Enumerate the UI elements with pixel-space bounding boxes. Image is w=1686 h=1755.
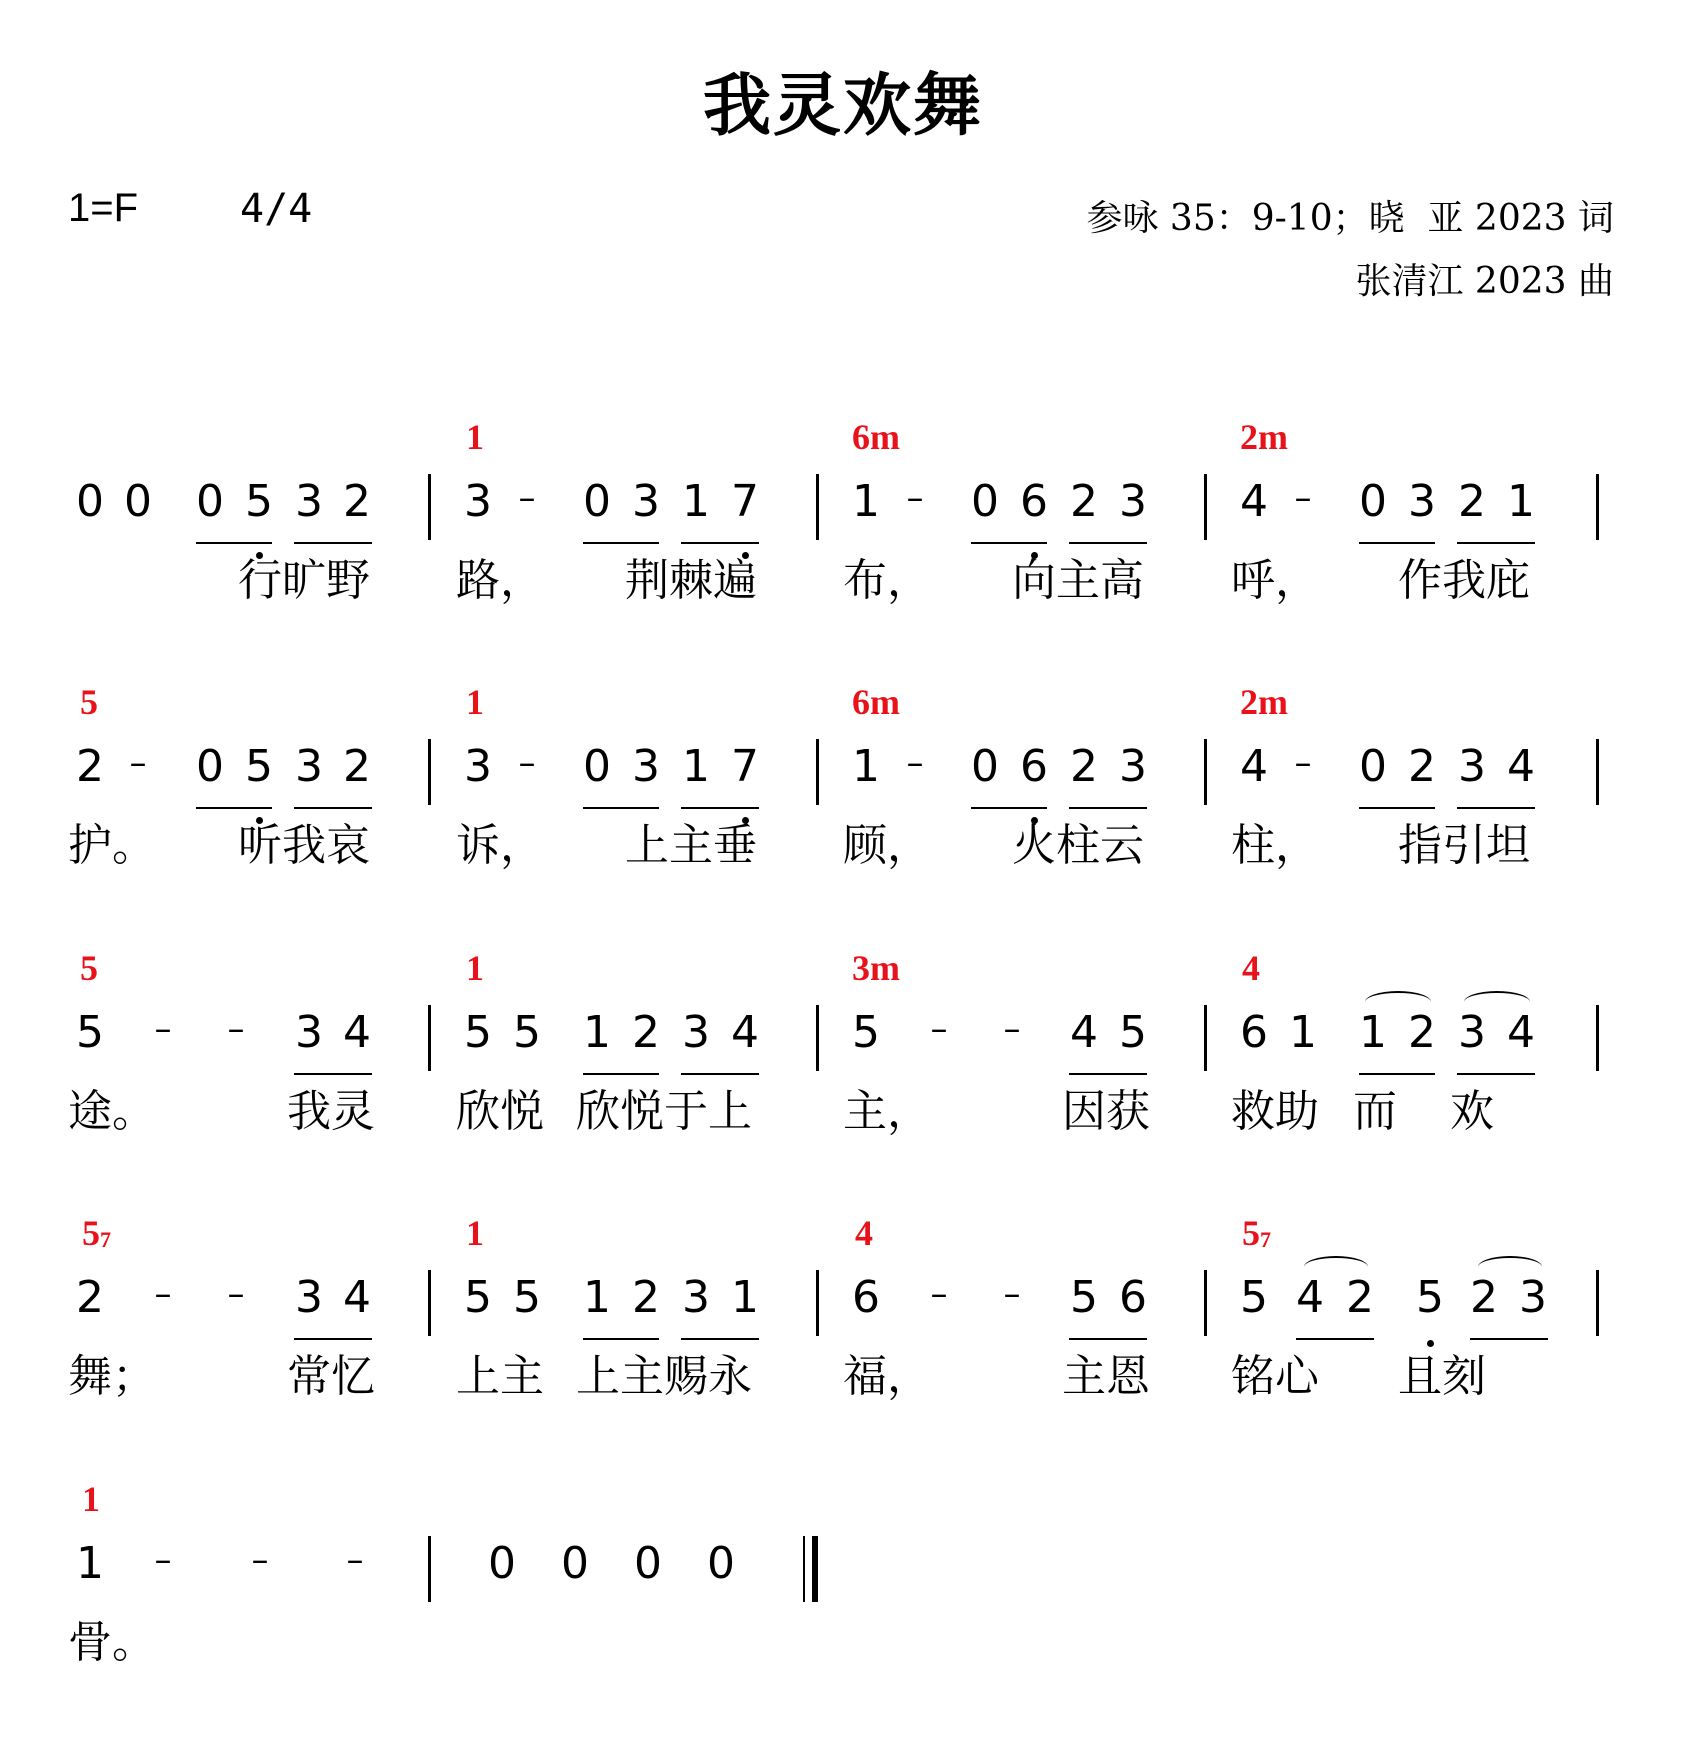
note: 0 (1359, 741, 1387, 792)
note: 5 (76, 1007, 104, 1058)
barline (1596, 1005, 1599, 1071)
note: 5 (513, 1007, 541, 1058)
lyric: 行旷野 (238, 555, 370, 606)
chord-symbol: 1 (466, 417, 484, 457)
note: 3 (1519, 1272, 1547, 1323)
chord-symbol: 2m (1240, 682, 1288, 722)
note: 0 (124, 476, 152, 527)
chord-symbol: $5_7$ (1242, 1213, 1271, 1253)
note: 4 (731, 1007, 759, 1058)
extension-dash: – (906, 478, 924, 518)
note: 2 (1070, 741, 1098, 792)
note: 6 (852, 1272, 880, 1323)
slur (1365, 991, 1431, 1013)
chord-symbol: 1 (466, 948, 484, 988)
score-row-1 (0, 416, 1686, 656)
extension-dash: – (154, 1009, 172, 1049)
barline (428, 1536, 431, 1602)
slur (1304, 1256, 1368, 1278)
note: 0 (76, 476, 104, 527)
note: 0 (634, 1538, 662, 1589)
barline (1204, 474, 1207, 540)
lyric: 主恩 (1062, 1351, 1150, 1402)
lyric: 而 (1353, 1086, 1397, 1137)
barline (1596, 739, 1599, 805)
lyric: 救助 (1231, 1086, 1319, 1137)
extension-dash: – (129, 743, 147, 783)
note: 1 (682, 741, 710, 792)
note: 3 (295, 741, 323, 792)
note: 6 (1020, 741, 1048, 792)
extension-dash: – (930, 1009, 948, 1049)
lyric: 护。 (68, 820, 156, 871)
note: 5 (1070, 1272, 1098, 1323)
chord-symbol: 3m (852, 948, 900, 988)
barline (1204, 1005, 1207, 1071)
barline (816, 1270, 819, 1336)
note: 4 (1240, 476, 1268, 527)
note: 1 (583, 1007, 611, 1058)
barline (816, 739, 819, 805)
note: 1 (852, 476, 880, 527)
note: 5 (464, 1007, 492, 1058)
lyric: 布， (843, 555, 931, 606)
chord-symbol: 6m (852, 682, 900, 722)
lyricist-credit: 参咏 35：9-10；晓 亚 2023 词 (1086, 198, 1614, 239)
lyric: 途。 (68, 1086, 156, 1137)
chord-symbol: 5 (80, 682, 98, 722)
note: 6 (1119, 1272, 1147, 1323)
note: 4 (1507, 1007, 1535, 1058)
note: 4 (1296, 1272, 1324, 1323)
note: 3 (682, 1272, 710, 1323)
note: 7 (731, 741, 759, 792)
lyric: 柱， (1231, 820, 1319, 871)
lyric: 常忆 (287, 1351, 375, 1402)
note: 1 (1359, 1007, 1387, 1058)
lyric: 作我庇 (1398, 555, 1530, 606)
note: 2 (76, 741, 104, 792)
time-signature: 4/4 (240, 186, 313, 232)
final-barline-thick (812, 1536, 818, 1602)
lyric: 福， (843, 1351, 931, 1402)
barline (1596, 1270, 1599, 1336)
note: 0 (707, 1538, 735, 1589)
note: 5 (245, 741, 273, 792)
extension-dash: – (930, 1274, 948, 1314)
lyric: 向主高 (1012, 555, 1144, 606)
extension-dash: – (518, 743, 536, 783)
note: 0 (583, 741, 611, 792)
note: 5 (1119, 1007, 1147, 1058)
lyric: 主， (843, 1086, 931, 1137)
key-signature: 1=F (68, 186, 139, 230)
note: 3 (464, 476, 492, 527)
lyric: 欣悦 (456, 1086, 544, 1137)
barline (816, 1005, 819, 1071)
note: 3 (1119, 476, 1147, 527)
score-row-2 (0, 681, 1686, 921)
note: 4 (343, 1007, 371, 1058)
note: 2 (1408, 741, 1436, 792)
note: 5 (245, 476, 273, 527)
slur (1478, 1256, 1542, 1278)
extension-dash: – (1003, 1009, 1021, 1049)
extension-dash: – (346, 1540, 364, 1580)
note: 2 (1458, 476, 1486, 527)
note: 5 (1416, 1272, 1444, 1323)
barline (816, 474, 819, 540)
song-title: 我灵欢舞 (702, 67, 983, 146)
lyric: 指引坦 (1398, 820, 1530, 871)
score-row-4 (0, 1212, 1686, 1452)
note: 3 (1119, 741, 1147, 792)
note: 3 (1408, 476, 1436, 527)
note: 3 (632, 741, 660, 792)
composer-credit: 张清江 2023 曲 (1355, 261, 1614, 302)
note: 1 (1289, 1007, 1317, 1058)
note: 3 (464, 741, 492, 792)
note: 3 (295, 476, 323, 527)
chord-symbol: 4 (855, 1213, 873, 1253)
note: 1 (682, 476, 710, 527)
note: 5 (513, 1272, 541, 1323)
lyric: 荆棘遍 (625, 555, 757, 606)
note: 5 (464, 1272, 492, 1323)
note: 3 (682, 1007, 710, 1058)
final-barline-thin (803, 1536, 805, 1602)
lyric: 因获 (1062, 1086, 1150, 1137)
note: 3 (632, 476, 660, 527)
lyric: 路， (456, 555, 544, 606)
lyric: 欣悦于上 (576, 1086, 752, 1137)
note: 4 (1070, 1007, 1098, 1058)
note: 2 (1070, 476, 1098, 527)
chord-symbol: $5_7$ (82, 1213, 111, 1253)
lyric: 诉， (456, 820, 544, 871)
score-row-3 (0, 947, 1686, 1187)
note: 1 (852, 741, 880, 792)
note: 0 (971, 476, 999, 527)
note: 0 (583, 476, 611, 527)
lyric: 铭心 (1231, 1351, 1319, 1402)
note: 6 (1240, 1007, 1268, 1058)
note: 1 (1507, 476, 1535, 527)
lyric: 上主赐永 (576, 1351, 752, 1402)
extension-dash: – (518, 478, 536, 518)
barline (428, 1270, 431, 1336)
extension-dash: – (1003, 1274, 1021, 1314)
chord-symbol: 5 (80, 948, 98, 988)
lyric: 上主 (456, 1351, 544, 1402)
lyric: 上主垂 (625, 820, 757, 871)
barline (428, 1005, 431, 1071)
note: 5 (1240, 1272, 1268, 1323)
extension-dash: – (251, 1540, 269, 1580)
barline (428, 739, 431, 805)
note: 4 (1507, 741, 1535, 792)
lyric: 顾， (843, 820, 931, 871)
note: 2 (1346, 1272, 1374, 1323)
barline (1204, 1270, 1207, 1336)
note: 3 (295, 1007, 323, 1058)
note: 0 (196, 476, 224, 527)
note: 4 (343, 1272, 371, 1323)
extension-dash: – (154, 1540, 172, 1580)
extension-dash: – (154, 1274, 172, 1314)
note: 2 (343, 476, 371, 527)
note: 0 (971, 741, 999, 792)
lyric: 欢 (1450, 1086, 1494, 1137)
note: 3 (1458, 1007, 1486, 1058)
note: 1 (731, 1272, 759, 1323)
extension-dash: – (227, 1009, 245, 1049)
note: 5 (852, 1007, 880, 1058)
note: 7 (731, 476, 759, 527)
barline (428, 474, 431, 540)
extension-dash: – (1294, 478, 1312, 518)
note: 2 (632, 1272, 660, 1323)
lyric: 我灵 (287, 1086, 375, 1137)
extension-dash: – (906, 743, 924, 783)
lyric: 骨。 (68, 1617, 156, 1668)
note: 0 (488, 1538, 516, 1589)
note: 2 (76, 1272, 104, 1323)
note: 2 (1470, 1272, 1498, 1323)
note: 0 (1359, 476, 1387, 527)
note: 0 (196, 741, 224, 792)
chord-symbol: 6m (852, 417, 900, 457)
note: 2 (343, 741, 371, 792)
note: 2 (632, 1007, 660, 1058)
lyric: 且刻 (1398, 1351, 1486, 1402)
barline (1204, 739, 1207, 805)
chord-symbol: 1 (82, 1479, 100, 1519)
slur (1464, 991, 1530, 1013)
lyric: 听我哀 (238, 820, 370, 871)
note: 1 (583, 1272, 611, 1323)
score-row-5 (0, 1478, 1686, 1718)
note: 3 (295, 1272, 323, 1323)
chord-symbol: 2m (1240, 417, 1288, 457)
note: 6 (1020, 476, 1048, 527)
extension-dash: – (227, 1274, 245, 1314)
lyric: 呼， (1231, 555, 1319, 606)
note: 0 (561, 1538, 589, 1589)
barline (1596, 474, 1599, 540)
note: 1 (76, 1538, 104, 1589)
lyric: 火柱云 (1012, 820, 1144, 871)
chord-symbol: 4 (1242, 948, 1260, 988)
lyric: 舞； (68, 1351, 156, 1402)
extension-dash: – (1294, 743, 1312, 783)
chord-symbol: 1 (466, 1213, 484, 1253)
note: 3 (1458, 741, 1486, 792)
note: 2 (1408, 1007, 1436, 1058)
chord-symbol: 1 (466, 682, 484, 722)
note: 4 (1240, 741, 1268, 792)
